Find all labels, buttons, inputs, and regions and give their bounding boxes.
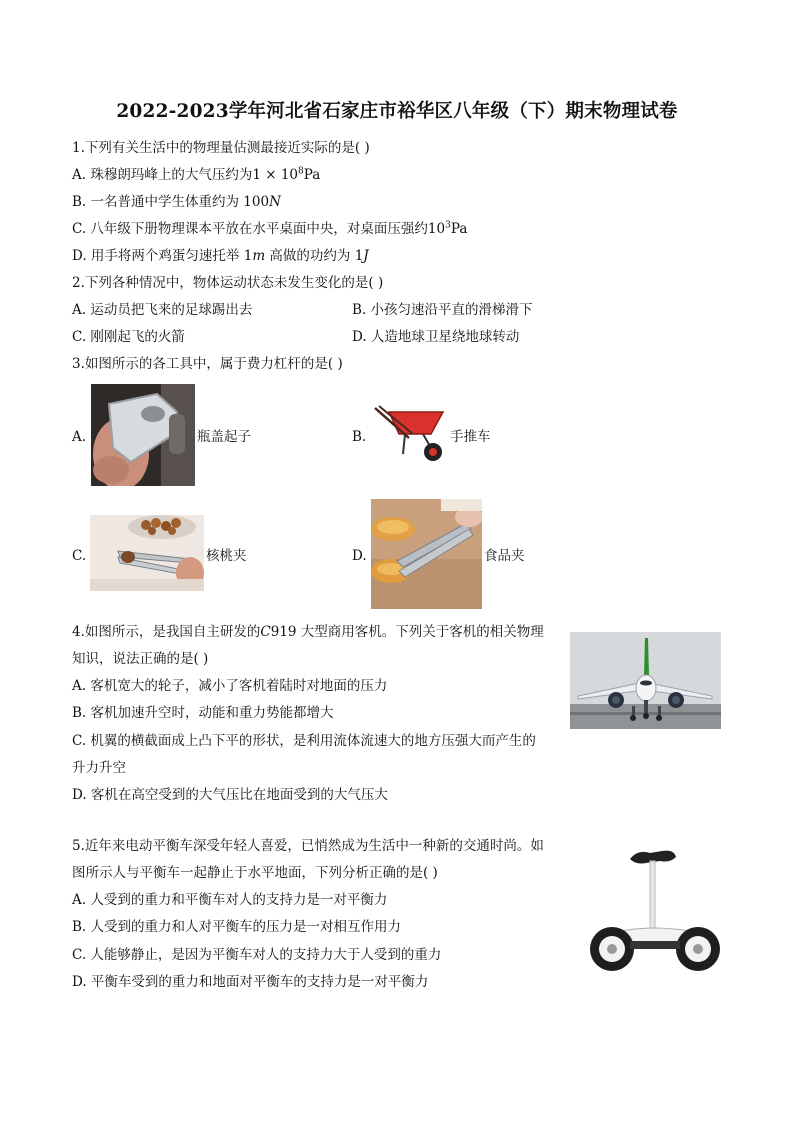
question-4-option-d: D. 客机在高空受到的大气压比在地面受到的大气压大 xyxy=(72,787,388,803)
question-3-option-d-label: 食品夹 xyxy=(484,548,525,564)
question-3-stem: 3.如图所示的各工具中，属于费力杠杆的是( ) xyxy=(72,356,343,372)
nutcracker-image xyxy=(90,515,204,591)
question-3-option-c-letter: C. xyxy=(72,548,87,564)
question-5-option-c: C. 人能够静止，是因为平衡车对人的支持力大于人受到的重力 xyxy=(72,947,442,963)
question-3-option-b-label: 手推车 xyxy=(450,429,491,445)
question-4-stem: 4.如图所示，是我国自主研发的C919 大型商用客机。下列关于客机的相关物理 xyxy=(72,624,544,640)
question-3-option-b-letter: B. xyxy=(352,429,367,445)
question-3-option-a-letter: A. xyxy=(72,429,87,445)
question-1-option-d: D. 用手将两个鸡蛋匀速托举 1m 高做的功约为 1J xyxy=(72,248,369,264)
balance-scooter-image xyxy=(590,845,720,985)
question-3-option-d-letter: D. xyxy=(352,548,367,564)
wheelbarrow-image xyxy=(373,404,449,464)
question-5-option-a: A. 人受到的重力和平衡车对人的支持力是一对平衡力 xyxy=(72,892,388,908)
question-2-option-c: C. 刚刚起飞的火箭 xyxy=(72,329,185,345)
question-2-stem: 2.下列各种情况中，物体运动状态未发生变化的是( ) xyxy=(72,275,384,291)
question-4-option-a: A. 客机宽大的轮子，减小了客机着陆时对地面的压力 xyxy=(72,678,388,694)
question-2-option-a: A. 运动员把飞来的足球踢出去 xyxy=(72,302,253,318)
bottle-opener-image xyxy=(91,384,195,486)
question-1-option-b: B. 一名普通中学生体重约为 100N xyxy=(72,194,281,210)
page-title: 2022-2023学年河北省石家庄市裕华区八年级（下）期末物理试卷 xyxy=(116,101,678,122)
question-3-option-a-label: 瓶盖起子 xyxy=(197,429,251,445)
question-1-option-a: A. 珠穆朗玛峰上的大气压约为$1 \times 10^8Pa$ xyxy=(72,166,321,183)
question-2-option-b: B. 小孩匀速沿平直的滑梯滑下 xyxy=(352,302,533,318)
question-1-option-c: C. 八年级下册物理课本平放在水平桌面中央，对桌面压强约$10^3Pa$ xyxy=(72,220,468,237)
food-tongs-image xyxy=(371,499,482,609)
question-2-option-d: D. 人造地球卫星绕地球转动 xyxy=(352,329,520,345)
question-4-option-b: B. 客机加速升空时，动能和重力势能都增大 xyxy=(72,705,334,721)
question-5-stem-continued: 图所示人与平衡车一起静止于水平地面，下列分析正确的是( ) xyxy=(72,865,438,881)
question-5-option-d: D. 平衡车受到的重力和地面对平衡车的支持力是一对平衡力 xyxy=(72,974,429,990)
question-5-option-b: B. 人受到的重力和人对平衡车的压力是一对相互作用力 xyxy=(72,919,402,935)
question-1-stem: 1.下列有关生活中的物理量估测最接近实际的是( ) xyxy=(72,140,370,156)
airliner-image xyxy=(570,632,721,729)
question-5-stem: 5.近年来电动平衡车深受年轻人喜爱，已悄然成为生活中一种新的交通时尚。如 xyxy=(72,838,544,854)
question-4-option-c-continued: 升力升空 xyxy=(72,760,126,776)
question-4-stem-continued: 知识，说法正确的是( ) xyxy=(72,651,209,667)
question-4-option-c: C. 机翼的横截面成上凸下平的形状，是利用流体流速大的地方压强大而产生的 xyxy=(72,733,536,749)
question-3-option-c-label: 核桃夹 xyxy=(206,548,247,564)
